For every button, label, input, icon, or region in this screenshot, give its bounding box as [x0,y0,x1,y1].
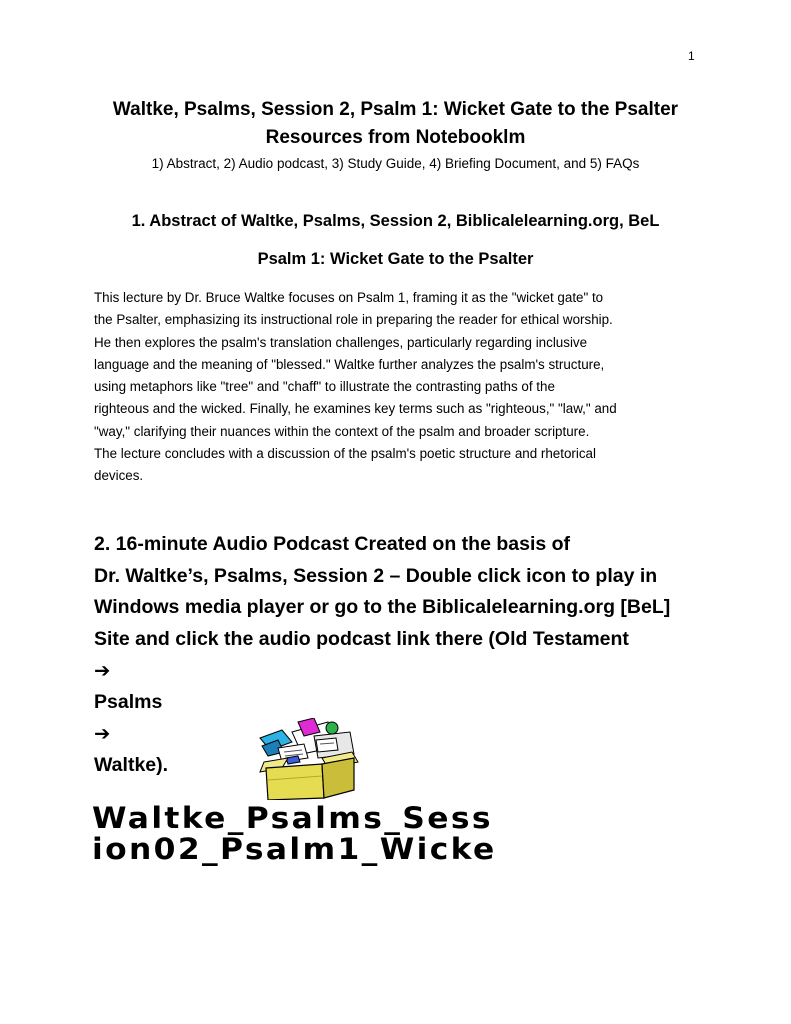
abstract-line: the Psalter, emphasizing its instructional role in preparing the reader for ethical worship. [94,312,613,328]
abstract-line: This lecture by Dr. Bruce Waltke focuses on Psalm 1, framing it as the "wicket gate" to [94,290,604,305]
package-box-icon[interactable] [258,718,378,800]
attachment-file-label[interactable] [92,803,597,869]
podcast-line-3: Windows media player or go to the Biblicalelearning.org [BeL] [94,596,671,618]
podcast-line-2: Dr. Waltke’s, Psalms, Session 2 – Double click icon to play in [94,564,658,587]
abstract-line: devices. [94,468,144,484]
podcast-line-5-end: Waltke). [94,753,169,776]
abstract-subheading: Psalm 1: Wicket Gate to the Psalter [257,250,534,268]
podcast-line-1: 2. 16-minute Audio Podcast Created on the basis of [94,533,571,555]
podcast-line-5-start: Psalms [94,690,163,713]
title-line-1: Waltke, Psalms, Session 2, Psalm 1: Wicket Gate to the Psalter [112,99,679,120]
podcast-heading [94,529,734,781]
file-label-line-1: Waltke_Psalms_Sess [92,803,493,835]
abstract-line: righteous and the wicked. Finally, he examines key terms such as "righteous," "law," and [94,401,617,417]
file-label-line-2: ion02_Psalm1_Wicke [92,832,497,866]
document-title [0,96,791,152]
right-arrow-icon: ➔ [94,659,111,682]
page-number: 1 [688,49,695,63]
podcast-line-5 [94,687,734,782]
abstract-line: The lecture concludes with a discussion of the psalm's poetic structure and rhetorical [94,446,596,462]
podcast-line-4 [94,624,734,687]
right-arrow-icon: ➔ [94,722,111,745]
abstract-line: "way," clarifying their nuances within the context of the psalm and broader scripture. [94,423,590,439]
abstract-heading: 1. Abstract of Waltke, Psalms, Session 2, Biblicalelearning.org, BeL [131,212,660,230]
abstract-line: using metaphors like "tree" and "chaff" to illustrate the contrasting paths of the [94,379,555,395]
abstract-line: He then explores the psalm's translation challenges, particularly regarding inclusive [94,334,588,350]
document-subtitle: 1) Abstract, 2) Audio podcast, 3) Study Guide, 4) Briefing Document, and 5) FAQs [151,156,640,171]
abstract-line: language and the meaning of "blessed." Waltke further analyzes the psalm's structure, [94,356,605,372]
title-line-2: Resources from Notebooklm [265,127,526,148]
abstract-body [94,287,704,488]
podcast-line-4-text: Site and click the audio podcast link there (Old Testament [94,627,629,650]
